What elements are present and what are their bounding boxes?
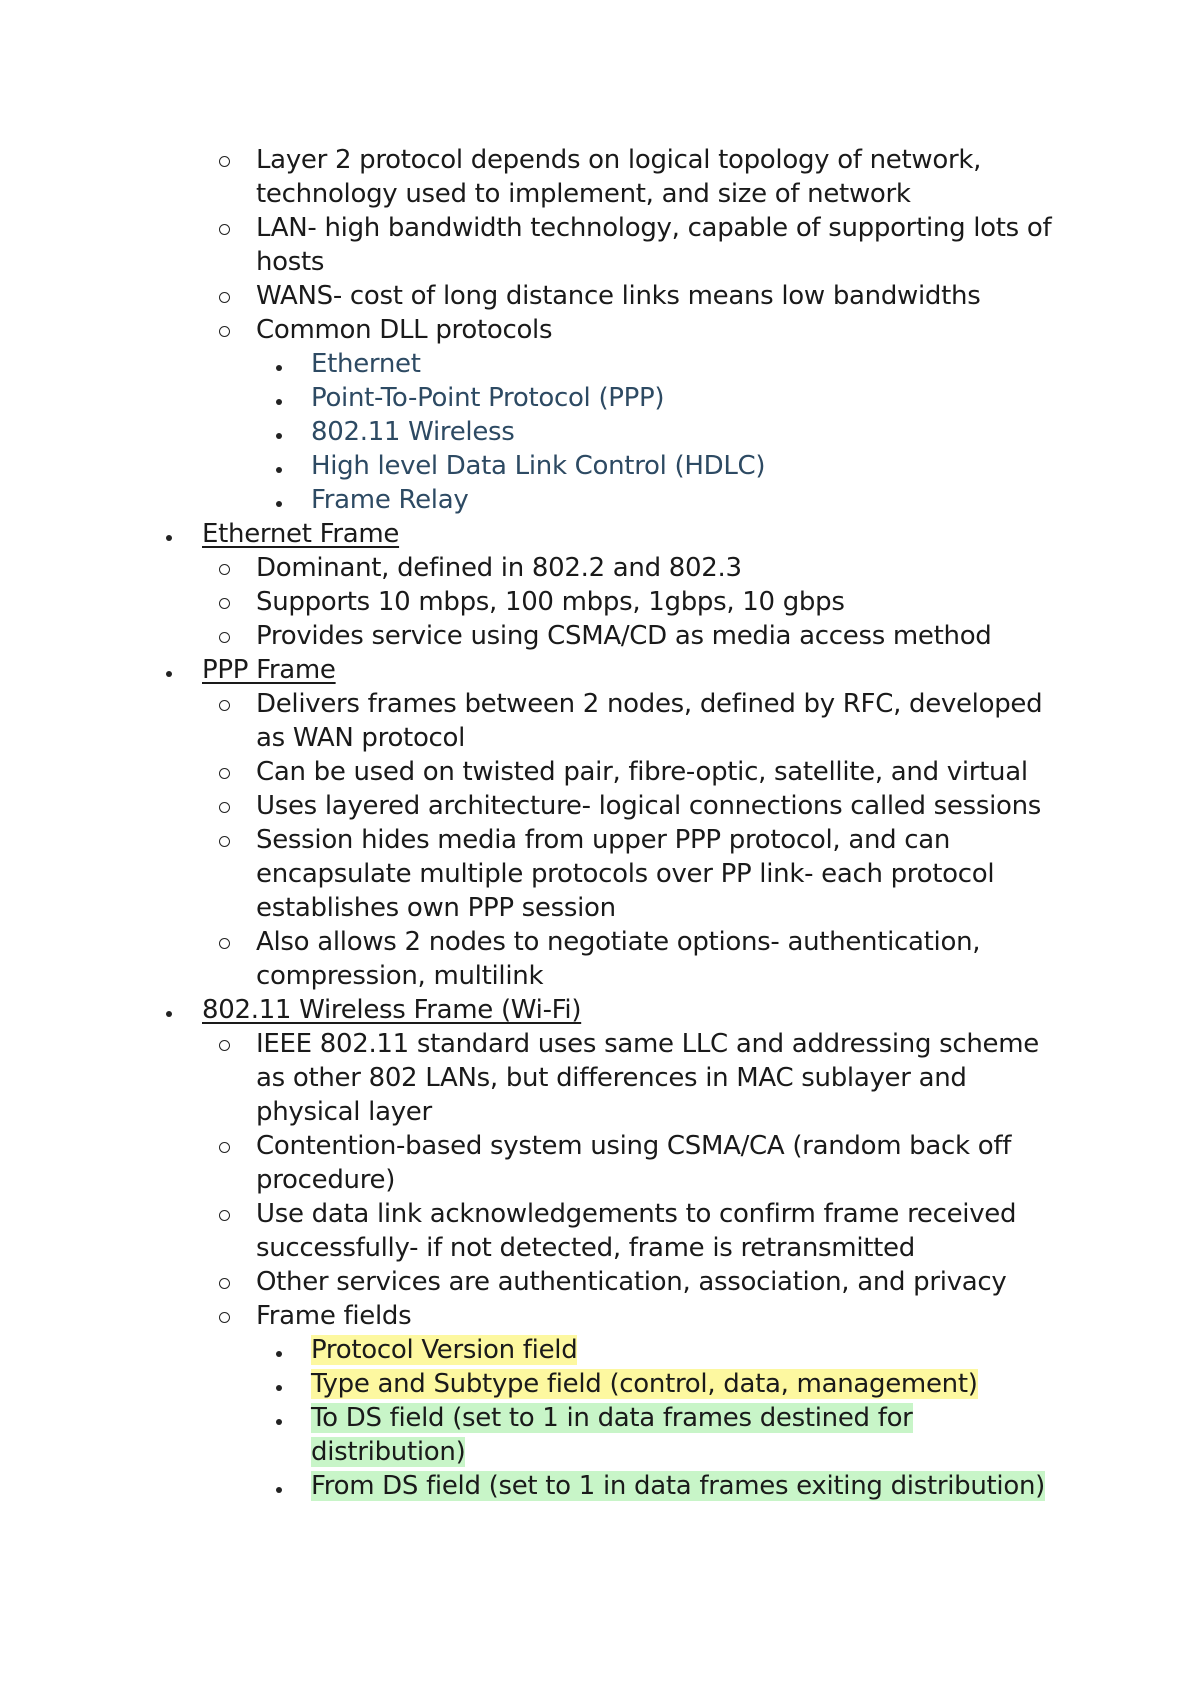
- hollow-circle-bullet-icon: [219, 1265, 230, 1301]
- list-item: [0, 823, 1062, 925]
- list-item-text: Provides service using CSMA/CD as media access method: [256, 621, 992, 651]
- list-item-text: IEEE 802.11 standard uses same LLC and addressing scheme as other 802 LANs, but differences in MAC sublayer and physical layer: [256, 1029, 1039, 1127]
- small-bullet-icon: [276, 415, 282, 449]
- list-item-text: Frame Relay: [311, 485, 469, 515]
- list-item: [0, 1129, 1062, 1197]
- list-item: [0, 415, 1061, 449]
- list-item: [0, 1197, 1062, 1265]
- list-item: [0, 619, 1062, 653]
- list-item-text: Dominant, defined in 802.2 and 802.3: [256, 553, 742, 583]
- section-heading-ethernet-frame: [0, 517, 1062, 551]
- small-bullet-icon: [276, 1469, 282, 1503]
- hollow-circle-bullet-icon: [219, 687, 230, 723]
- small-bullet-icon: [276, 347, 282, 381]
- section-heading-ppp-frame: [0, 653, 1062, 687]
- list-item: [0, 1265, 1062, 1299]
- list-item: [0, 789, 1062, 823]
- list-item: [0, 313, 1062, 347]
- list-item: [0, 585, 1062, 619]
- list-item: [0, 1299, 1062, 1333]
- hollow-circle-bullet-icon: [219, 1299, 230, 1335]
- small-bullet-icon: [276, 1367, 282, 1401]
- small-bullet-icon: [276, 1333, 282, 1367]
- list-item: [0, 1401, 1061, 1469]
- list-item: [0, 449, 1061, 483]
- filled-bullet-icon: [166, 517, 172, 551]
- list-item: [0, 755, 1062, 789]
- highlighted-text: Protocol Version field: [311, 1335, 578, 1365]
- list-item: [0, 1027, 1062, 1129]
- list-item: [0, 211, 1062, 279]
- section-heading-text: PPP Frame: [202, 655, 336, 685]
- list-item-text: Common DLL protocols: [256, 315, 553, 345]
- list-item-text: Uses layered architecture- logical connections called sessions: [256, 791, 1042, 821]
- list-item-text: 802.11 Wireless: [311, 417, 515, 447]
- list-item-text: Supports 10 mbps, 100 mbps, 1gbps, 10 gbps: [256, 587, 845, 617]
- list-item-text: Contention-based system using CSMA/CA (random back off procedure): [256, 1131, 1012, 1195]
- list-item: [0, 1469, 1061, 1503]
- hollow-circle-bullet-icon: [219, 585, 230, 621]
- list-item-text: High level Data Link Control (HDLC): [311, 451, 766, 481]
- highlighted-text: From DS field (set to 1 in data frames exiting distribution): [311, 1471, 1045, 1501]
- list-item: [0, 551, 1062, 585]
- list-item: [0, 687, 1062, 755]
- list-item: [0, 381, 1061, 415]
- hollow-circle-bullet-icon: [219, 143, 230, 179]
- hollow-circle-bullet-icon: [219, 1027, 230, 1063]
- filled-bullet-icon: [166, 653, 172, 687]
- list-item: [0, 1333, 1061, 1367]
- small-bullet-icon: [276, 381, 282, 415]
- list-item-text: Point-To-Point Protocol (PPP): [311, 383, 665, 413]
- list-item-text: Delivers frames between 2 nodes, defined by RFC, developed as WAN protocol: [256, 689, 1043, 753]
- highlighted-text: Type and Subtype field (control, data, management): [311, 1369, 978, 1399]
- hollow-circle-bullet-icon: [219, 313, 230, 349]
- filled-bullet-icon: [166, 993, 172, 1027]
- highlighted-text: To DS field (set to 1 in data frames destined for distribution): [311, 1403, 913, 1467]
- list-item-text: Frame fields: [256, 1301, 412, 1331]
- hollow-circle-bullet-icon: [219, 1129, 230, 1165]
- hollow-circle-bullet-icon: [219, 619, 230, 655]
- list-item-text: Session hides media from upper PPP protocol, and can encapsulate multiple protocols over PP link- each protocol establishes own PPP session: [256, 825, 995, 923]
- section-heading-text: Ethernet Frame: [202, 519, 400, 549]
- hollow-circle-bullet-icon: [219, 823, 230, 859]
- list-item: [0, 1367, 1061, 1401]
- list-item: [0, 483, 1061, 517]
- small-bullet-icon: [276, 449, 282, 483]
- list-item-text: Ethernet: [311, 349, 421, 379]
- hollow-circle-bullet-icon: [219, 925, 230, 961]
- list-item: [0, 347, 1061, 381]
- hollow-circle-bullet-icon: [219, 755, 230, 791]
- hollow-circle-bullet-icon: [219, 211, 230, 247]
- list-item: [0, 143, 1062, 211]
- hollow-circle-bullet-icon: [219, 1197, 230, 1233]
- hollow-circle-bullet-icon: [219, 789, 230, 825]
- list-item-text: WANS- cost of long distance links means low bandwidths: [256, 281, 981, 311]
- list-item-text: Can be used on twisted pair, fibre-optic, satellite, and virtual: [256, 757, 1028, 787]
- list-item-text: Layer 2 protocol depends on logical topology of network, technology used to implement, and size of network: [256, 145, 982, 209]
- small-bullet-icon: [276, 483, 282, 517]
- list-item-text: Use data link acknowledgements to confirm frame received successfully- if not detected, frame is retransmitted: [256, 1199, 1017, 1263]
- hollow-circle-bullet-icon: [219, 551, 230, 587]
- section-heading-wireless-frame: [0, 993, 1062, 1027]
- list-item-text: Other services are authentication, association, and privacy: [256, 1267, 1007, 1297]
- list-item: [0, 925, 1062, 993]
- hollow-circle-bullet-icon: [219, 279, 230, 315]
- list-item-text: Also allows 2 nodes to negotiate options- authentication, compression, multilink: [256, 927, 981, 991]
- section-heading-text: 802.11 Wireless Frame (Wi-Fi): [202, 995, 582, 1025]
- document-page: [0, 143, 1200, 1503]
- small-bullet-icon: [276, 1401, 282, 1435]
- list-item-text: LAN- high bandwidth technology, capable of supporting lots of hosts: [256, 213, 1052, 277]
- list-item: [0, 279, 1062, 313]
